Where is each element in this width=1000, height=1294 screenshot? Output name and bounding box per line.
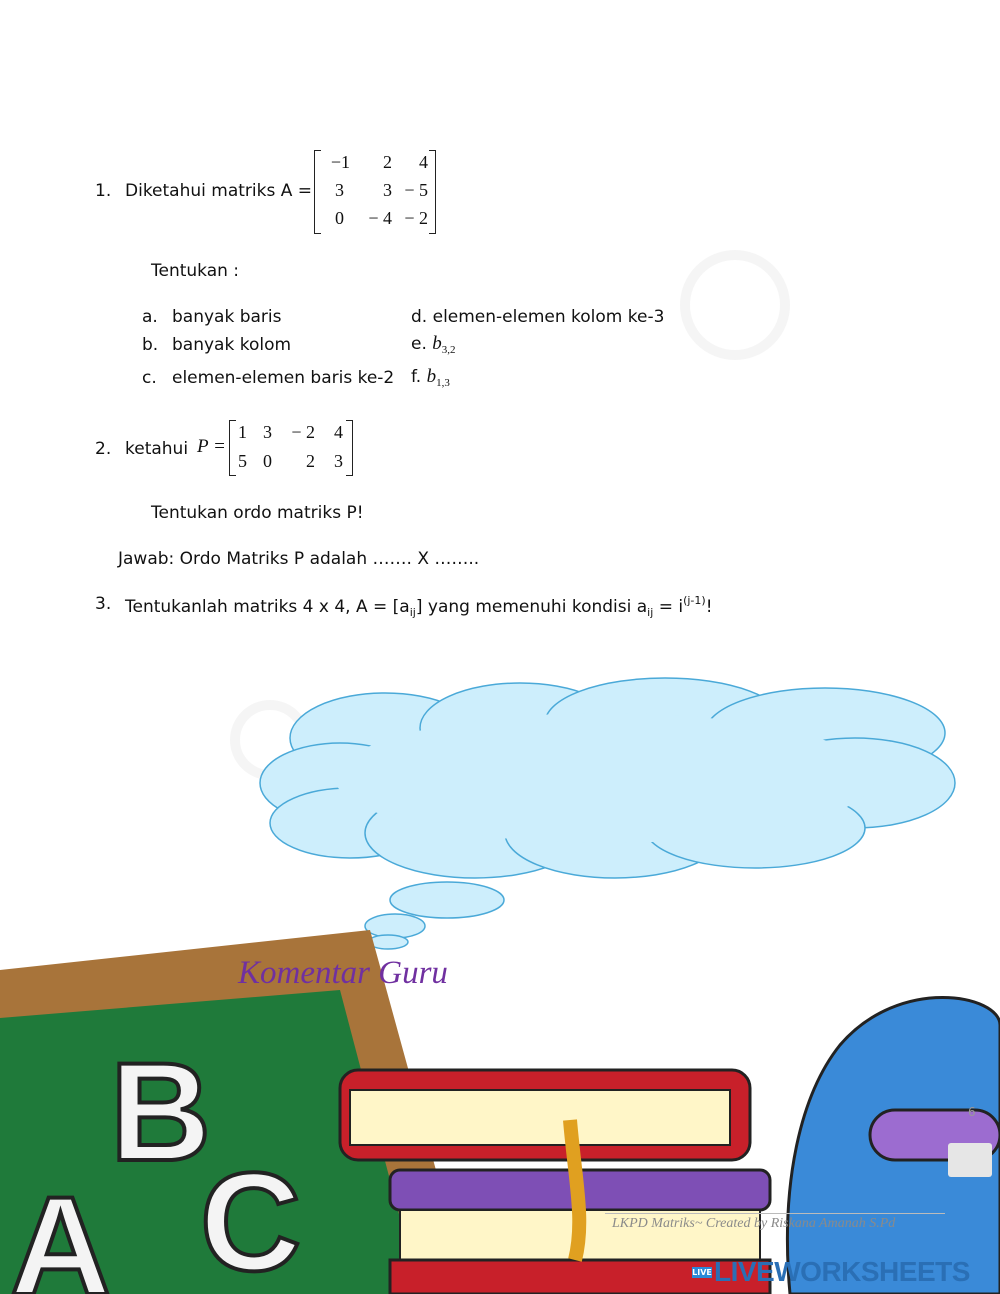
q1-item-text: elemen-elemen kolom ke-3 [432,307,665,327]
footer-note: LKPD Matriks~ Created by Riskana Amanah S.Pd [612,1216,896,1231]
matrix-a-cell: 3 [383,180,392,200]
q3-text-part: = i [653,597,684,617]
matrix-a [314,150,436,234]
page-number: 6 [968,1105,976,1119]
q3-number: 3. [95,594,112,614]
q3-subscript: ij [409,606,416,619]
matrix-a-cell: −1 [330,152,350,172]
q1-item-letter: e. [411,334,427,354]
q3-text-part: ! [705,597,713,617]
q1-item-text: banyak baris [172,307,282,327]
q3-superscript: (j-1) [683,594,706,607]
q3-text-part: Tentukanlah matriks 4 x 4, A = [a [125,597,410,617]
matrix-a-cell: 2 [383,152,392,172]
brand-badge: LIVE [692,1267,712,1277]
matrix-p-cell: 3 [263,422,272,442]
q1-item-letter: a. [142,307,158,327]
footer-rule [605,1213,945,1214]
matrix-p-cell: 1 [238,422,247,442]
svg-text:C: C [200,1143,302,1294]
q1-item-letter: f. [411,367,422,387]
matrix-a-cell: − 4 [368,208,392,228]
q1-item-letter: c. [142,368,157,388]
element-subscript: 3,2 [441,344,456,356]
q1-item-text: elemen-elemen baris ke-2 [172,368,395,388]
comment-label: Komentar Guru [238,955,448,991]
matrix-a-cell: − 5 [404,180,428,200]
comment-thought-cloud[interactable] [255,668,960,958]
matrix-a-cell: 4 [419,152,428,172]
matrix-p-cell: 2 [306,451,315,471]
q1-number: 1. [95,181,112,201]
matrix-p-cell: 0 [263,451,272,471]
book-icon [948,1143,992,1177]
q1-item-letter: d. [411,307,428,327]
matrix-p-cell: 5 [238,451,247,471]
element-symbol: b [426,366,437,387]
q3-text [125,594,713,619]
q1-item-f [411,366,450,389]
q1-item-text: banyak kolom [172,335,292,355]
q2-variable: P = [197,436,226,457]
svg-text:B: B [110,1033,212,1190]
q3-subscript: ij [647,606,654,619]
matrix-p-cell: 3 [334,451,343,471]
liveworksheets-logo[interactable] [692,1256,970,1288]
matrix-p-cell: 4 [334,422,343,442]
q2-prompt: Tentukan ordo matriks P! [151,503,364,523]
matrix-p [229,420,353,476]
matrix-a-cell: − 2 [404,208,428,228]
matrix-p-cell: − 2 [291,422,315,442]
q2-number: 2. [95,439,112,459]
q1-item-letter: b. [142,335,159,355]
q1-label: Diketahui matriks A = [125,181,313,201]
backpack-illustration [780,985,1000,1294]
watermark-swirl [680,250,790,360]
matrix-a-cell: 3 [335,180,344,200]
q1-item-e [411,333,456,356]
brand-name: LIVEWORKSHEETS [714,1256,970,1287]
q2-label: ketahui [125,439,189,459]
matrix-a-cell: 0 [335,208,344,228]
q2-answer: Jawab: Ordo Matriks P adalah ……. X …….. [118,549,480,569]
q3-text-part: ] yang memenuhi kondisi a [415,597,648,617]
svg-text:A: A [10,1167,112,1294]
q1-item-d [411,307,664,327]
element-subscript: 1,3 [436,377,450,389]
q1-prompt: Tentukan : [151,261,240,281]
element-symbol: b [432,333,442,354]
